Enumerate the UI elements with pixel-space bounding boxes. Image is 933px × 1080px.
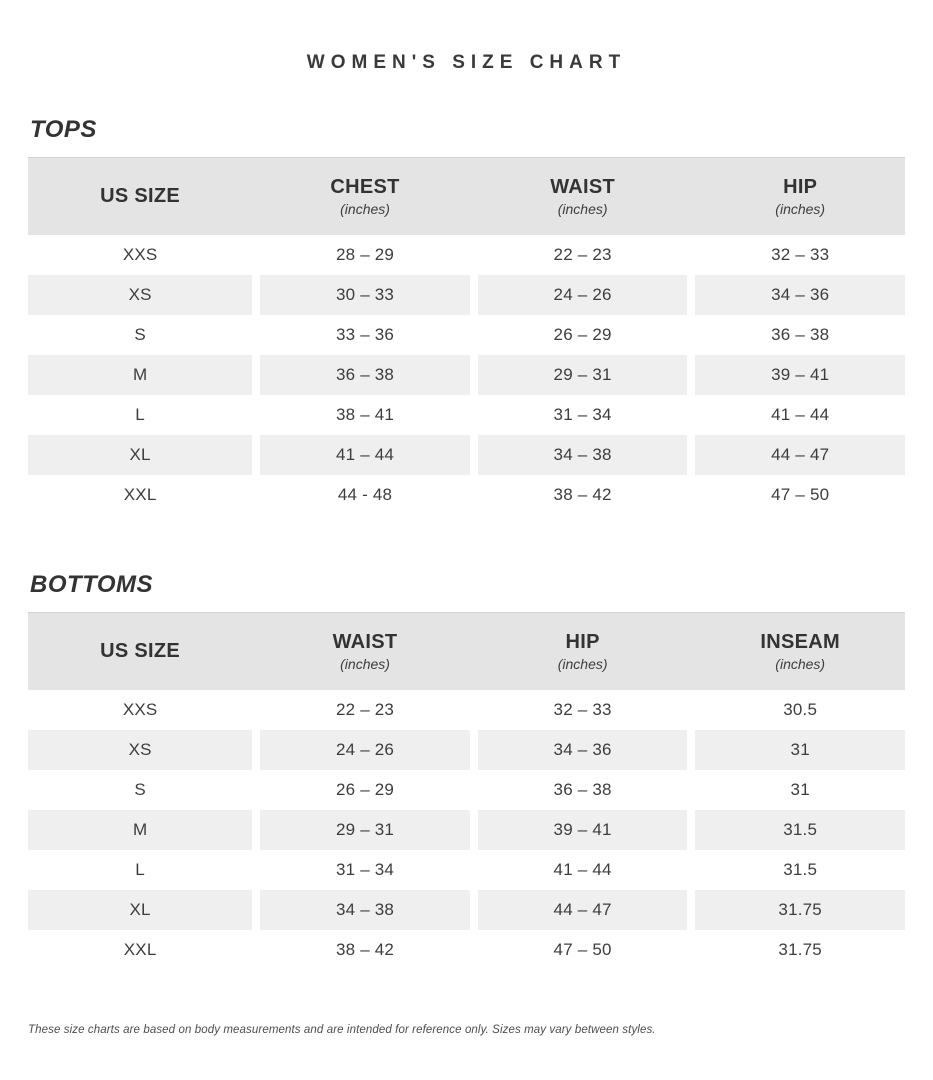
tops-heading: TOPS: [30, 116, 97, 143]
column-header-us-size: [28, 158, 252, 235]
size-label: XL: [28, 435, 252, 475]
column-label: WAIST: [550, 175, 616, 198]
value-cell: 31.5: [695, 810, 905, 850]
value-cell: 36 – 38: [553, 780, 612, 799]
column-header-waist: [478, 158, 688, 235]
size-label: XXL: [123, 485, 157, 504]
bottoms-heading: BOTTOMS: [30, 571, 154, 598]
table-row-xxl: [28, 475, 905, 515]
table-row-s: [28, 315, 905, 355]
column-header-chest: [260, 158, 470, 235]
size-label: L: [135, 860, 145, 879]
value-cell: 36 – 38: [260, 355, 470, 395]
column-label: US SIZE: [100, 640, 181, 662]
value-cell: 34 – 38: [260, 890, 470, 930]
table-row-xl: [28, 890, 905, 930]
value-cell: 36 – 38: [771, 325, 830, 344]
value-cell: 38 – 41: [335, 405, 395, 424]
value-cell: 31 – 34: [335, 860, 395, 879]
size-label: M: [28, 810, 252, 850]
column-label: HIP: [783, 175, 818, 198]
value-cell: 47 – 50: [553, 940, 612, 959]
value-cell: 33 – 36: [335, 325, 395, 344]
size-label: XL: [28, 890, 252, 930]
value-cell: 32 – 33: [771, 245, 830, 264]
value-cell: 24 – 26: [478, 275, 688, 315]
value-cell: 44 - 48: [337, 485, 393, 504]
bottoms-section: [0, 571, 933, 970]
value-cell: 34 – 36: [695, 275, 905, 315]
bottoms-body: [28, 690, 905, 970]
column-unit-label: (inches): [340, 655, 390, 672]
size-label: S: [134, 325, 146, 344]
value-cell: 24 – 26: [260, 730, 470, 770]
value-cell: 31: [790, 780, 810, 799]
column-header-inseam: [695, 613, 905, 690]
value-cell: 31 – 34: [553, 405, 612, 424]
table-row-xxs: [28, 235, 905, 275]
value-cell: 30 – 33: [260, 275, 470, 315]
column-label: US SIZE: [100, 185, 181, 207]
value-cell: 22 – 23: [553, 245, 612, 264]
column-unit-label: (inches): [557, 200, 608, 217]
column-header-hip: [695, 158, 905, 235]
value-cell: 29 – 31: [260, 810, 470, 850]
size-label: XS: [28, 730, 252, 770]
value-cell: 29 – 31: [478, 355, 688, 395]
column-label: HIP: [565, 630, 600, 653]
value-cell: 32 – 33: [553, 700, 612, 719]
value-cell: 26 – 29: [335, 780, 395, 799]
value-cell: 39 – 41: [695, 355, 905, 395]
size-label: XXS: [122, 700, 158, 719]
column-label: CHEST: [330, 175, 400, 198]
value-cell: 31.5: [783, 860, 818, 879]
table-row-s: [28, 770, 905, 810]
size-label: M: [28, 355, 252, 395]
table-row-l: [28, 850, 905, 890]
table-row-xxs: [28, 690, 905, 730]
value-cell: 31.75: [695, 890, 905, 930]
value-cell: 38 – 42: [553, 485, 612, 504]
table-row-m: [28, 355, 905, 395]
size-label: XXL: [123, 940, 157, 959]
table-row-m: [28, 810, 905, 850]
size-label: XS: [28, 275, 252, 315]
value-cell: 41 – 44: [771, 405, 830, 424]
value-cell: 31: [695, 730, 905, 770]
size-label: S: [134, 780, 146, 799]
column-unit-label: (inches): [557, 655, 608, 672]
page-title: WOMEN'S SIZE CHART: [306, 52, 627, 73]
value-cell: 41 – 44: [260, 435, 470, 475]
value-cell: 41 – 44: [553, 860, 612, 879]
value-cell: 31.75: [778, 940, 822, 959]
value-cell: 30.5: [783, 700, 818, 719]
value-cell: 44 – 47: [695, 435, 905, 475]
table-row-l: [28, 395, 905, 435]
bottoms-table: [28, 612, 905, 970]
value-cell: 28 – 29: [335, 245, 395, 264]
table-row-xs: [28, 275, 905, 315]
tops-header-row: [28, 157, 905, 235]
value-cell: 34 – 38: [478, 435, 688, 475]
column-header-us-size: [28, 613, 252, 690]
value-cell: 38 – 42: [335, 940, 395, 959]
table-row-xxl: [28, 930, 905, 970]
tops-section: [0, 116, 933, 515]
value-cell: 22 – 23: [335, 700, 395, 719]
table-row-xl: [28, 435, 905, 475]
bottoms-header-row: [28, 612, 905, 690]
value-cell: 44 – 47: [478, 890, 688, 930]
size-label: L: [135, 405, 145, 424]
column-unit-label: (inches): [775, 200, 826, 217]
value-cell: 26 – 29: [553, 325, 612, 344]
column-header-hip: [478, 613, 688, 690]
tops-body: [28, 235, 905, 515]
value-cell: 39 – 41: [478, 810, 688, 850]
value-cell: 47 – 50: [771, 485, 830, 504]
column-header-waist: [260, 613, 470, 690]
table-row-xs: [28, 730, 905, 770]
value-cell: 34 – 36: [478, 730, 688, 770]
column-label: INSEAM: [760, 630, 840, 653]
size-label: XXS: [122, 245, 158, 264]
footnote: These size charts are based on body measurements and are intended for reference only. Sizes may vary between styles.: [28, 1024, 656, 1036]
tops-table: [28, 157, 905, 515]
column-unit-label: (inches): [775, 655, 826, 672]
column-label: WAIST: [332, 630, 398, 653]
column-unit-label: (inches): [340, 200, 390, 217]
